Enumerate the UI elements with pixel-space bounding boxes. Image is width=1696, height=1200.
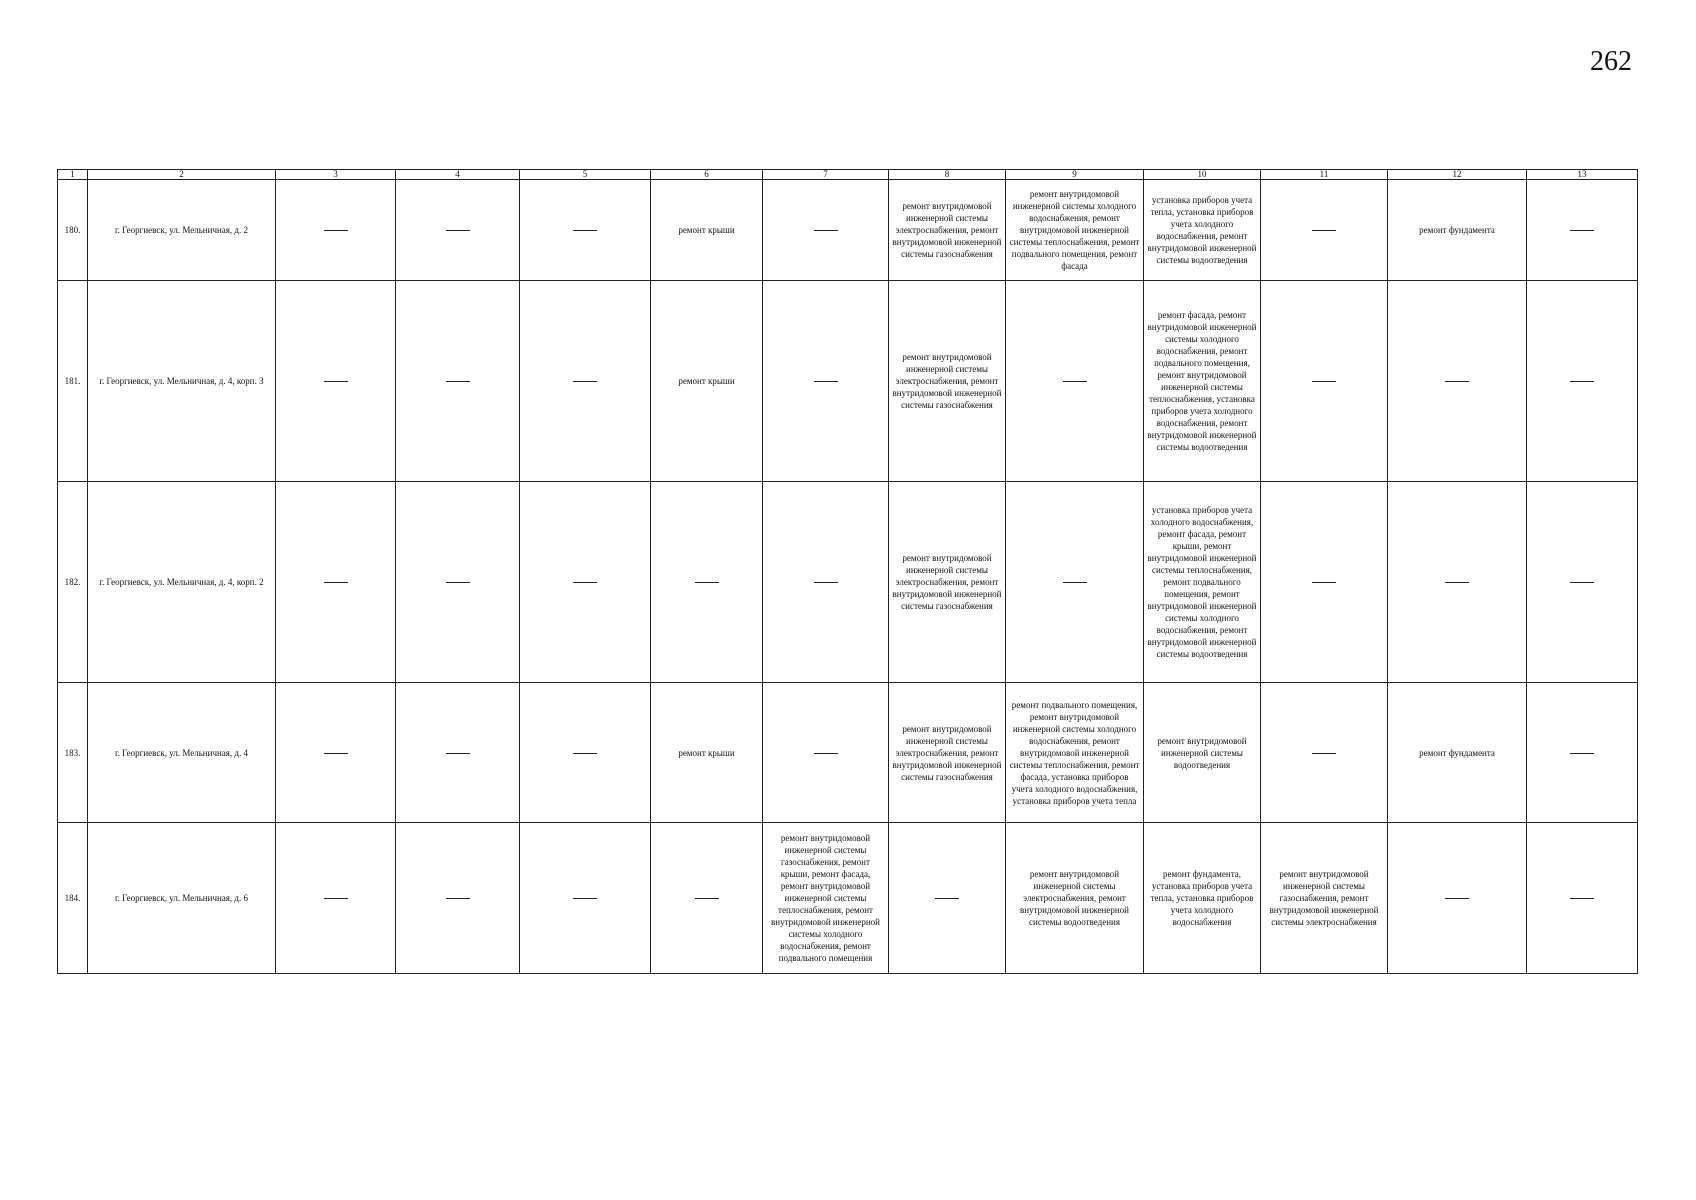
- empty-dash: [1445, 381, 1469, 382]
- table-row: [58, 482, 1638, 683]
- table-cell: ремонт фундамента: [1388, 683, 1527, 823]
- empty-dash: [1570, 898, 1594, 899]
- empty-dash: [1445, 582, 1469, 583]
- empty-dash: [324, 582, 348, 583]
- table-cell: ремонт внутридомовой инженерной системы электроснабжения, ремонт внутридомовой инженерной системы водоотведения: [1006, 823, 1144, 974]
- column-header: 5: [520, 170, 651, 180]
- table-cell: [651, 823, 763, 974]
- row-address: г. Георгиевск, ул. Мельничная, д. 2: [88, 180, 276, 281]
- empty-dash: [1063, 582, 1087, 583]
- empty-dash: [1570, 753, 1594, 754]
- table-cell: [1527, 281, 1638, 482]
- header-row: [58, 170, 1638, 180]
- column-header: 1: [58, 170, 88, 180]
- table-row: [58, 683, 1638, 823]
- table-cell: [1006, 281, 1144, 482]
- table-cell: установка приборов учета холодного водоснабжения, ремонт фасада, ремонт крыши, ремонт внутридомовой инженерной системы теплоснабжения, ремонт подвального помещения, ремонт внутридомовой инженерной системы холодного водоснабжения, ремонт внутридомовой инженерной системы водоотведения: [1144, 482, 1261, 683]
- empty-dash: [695, 898, 719, 899]
- table-cell: [396, 180, 520, 281]
- empty-dash: [324, 381, 348, 382]
- column-header: 12: [1388, 170, 1527, 180]
- row-number: 184.: [58, 823, 88, 974]
- row-address: г. Георгиевск, ул. Мельничная, д. 4, корп. 2: [88, 482, 276, 683]
- row-number: 182.: [58, 482, 88, 683]
- table-cell: ремонт крыши: [651, 281, 763, 482]
- empty-dash: [1312, 381, 1336, 382]
- row-number: 183.: [58, 683, 88, 823]
- table-cell: [276, 281, 396, 482]
- table-cell: [1006, 482, 1144, 683]
- table-cell: [520, 281, 651, 482]
- table-cell: ремонт подвального помещения, ремонт внутридомовой инженерной системы холодного водоснабжения, ремонт внутридомовой инженерной системы теплоснабжения, ремонт фасада, установка приборов учета холодного водоснабжения, установка приборов учета тепла: [1006, 683, 1144, 823]
- table-cell: [889, 823, 1006, 974]
- table-cell: [520, 683, 651, 823]
- empty-dash: [814, 381, 838, 382]
- table-cell: ремонт внутридомовой инженерной системы газоснабжения, ремонт крыши, ремонт фасада, ремонт внутридомовой инженерной системы теплоснабжения, ремонт внутридомовой инженерной системы холодного водоснабжения, ремонт подвального помещения: [763, 823, 889, 974]
- row-address: г. Георгиевск, ул. Мельничная, д. 4, корп. 3: [88, 281, 276, 482]
- column-header: 3: [276, 170, 396, 180]
- table-cell: [520, 482, 651, 683]
- empty-dash: [1312, 582, 1336, 583]
- empty-dash: [324, 753, 348, 754]
- column-header: 4: [396, 170, 520, 180]
- empty-dash: [1570, 582, 1594, 583]
- empty-dash: [1312, 753, 1336, 754]
- empty-dash: [814, 582, 838, 583]
- empty-dash: [573, 582, 597, 583]
- empty-dash: [695, 582, 719, 583]
- column-header: 8: [889, 170, 1006, 180]
- table-cell: [763, 281, 889, 482]
- table-cell: [276, 180, 396, 281]
- table-cell: ремонт внутридомовой инженерной системы электроснабжения, ремонт внутридомовой инженерной системы газоснабжения: [889, 683, 1006, 823]
- table-cell: ремонт внутридомовой инженерной системы газоснабжения, ремонт внутридомовой инженерной системы электроснабжения: [1261, 823, 1388, 974]
- repair-schedule-table: [57, 169, 1638, 974]
- table-cell: ремонт фундамента: [1388, 180, 1527, 281]
- empty-dash: [573, 898, 597, 899]
- table-cell: ремонт внутридомовой инженерной системы электроснабжения, ремонт внутридомовой инженерной системы газоснабжения: [889, 281, 1006, 482]
- table-cell: [520, 180, 651, 281]
- table-cell: [1261, 482, 1388, 683]
- table-cell: [1261, 180, 1388, 281]
- table-cell: [1527, 482, 1638, 683]
- empty-dash: [1063, 381, 1087, 382]
- table-cell: [396, 281, 520, 482]
- empty-dash: [324, 898, 348, 899]
- table-cell: [763, 180, 889, 281]
- table-row: [58, 281, 1638, 482]
- table-cell: [651, 482, 763, 683]
- table-row: [58, 823, 1638, 974]
- column-header: 9: [1006, 170, 1144, 180]
- table-cell: [520, 823, 651, 974]
- column-header: 7: [763, 170, 889, 180]
- table-cell: ремонт крыши: [651, 180, 763, 281]
- row-number: 180.: [58, 180, 88, 281]
- table-cell: установка приборов учета тепла, установка приборов учета холодного водоснабжения, ремонт внутридомовой инженерной системы водоотведения: [1144, 180, 1261, 281]
- row-number: 181.: [58, 281, 88, 482]
- empty-dash: [573, 753, 597, 754]
- empty-dash: [446, 230, 470, 231]
- table-cell: [276, 683, 396, 823]
- column-header: 11: [1261, 170, 1388, 180]
- table-cell: [763, 683, 889, 823]
- table-cell: [1527, 823, 1638, 974]
- empty-dash: [1312, 230, 1336, 231]
- empty-dash: [324, 230, 348, 231]
- column-header: 13: [1527, 170, 1638, 180]
- table-cell: [276, 823, 396, 974]
- table-cell: [763, 482, 889, 683]
- empty-dash: [446, 381, 470, 382]
- row-address: г. Георгиевск, ул. Мельничная, д. 4: [88, 683, 276, 823]
- empty-dash: [814, 230, 838, 231]
- table-cell: [396, 823, 520, 974]
- table-cell: ремонт внутридомовой инженерной системы холодного водоснабжения, ремонт внутридомовой инженерной системы теплоснабжения, ремонт подвального помещения, ремонт фасада: [1006, 180, 1144, 281]
- table-cell: ремонт внутридомовой инженерной системы водоотведения: [1144, 683, 1261, 823]
- empty-dash: [573, 230, 597, 231]
- table-cell: [1261, 281, 1388, 482]
- table-cell: [276, 482, 396, 683]
- empty-dash: [573, 381, 597, 382]
- empty-dash: [1445, 898, 1469, 899]
- empty-dash: [446, 898, 470, 899]
- empty-dash: [446, 753, 470, 754]
- table-cell: ремонт крыши: [651, 683, 763, 823]
- table-cell: [1388, 482, 1527, 683]
- column-header: 2: [88, 170, 276, 180]
- table-row: [58, 180, 1638, 281]
- table-cell: ремонт внутридомовой инженерной системы электроснабжения, ремонт внутридомовой инженерной системы газоснабжения: [889, 180, 1006, 281]
- empty-dash: [1570, 230, 1594, 231]
- table-cell: [1388, 281, 1527, 482]
- empty-dash: [1570, 381, 1594, 382]
- column-header: 10: [1144, 170, 1261, 180]
- table-cell: ремонт внутридомовой инженерной системы электроснабжения, ремонт внутридомовой инженерной системы газоснабжения: [889, 482, 1006, 683]
- row-address: г. Георгиевск, ул. Мельничная, д. 6: [88, 823, 276, 974]
- empty-dash: [935, 898, 959, 899]
- table-cell: ремонт фундамента, установка приборов учета тепла, установка приборов учета холодного водоснабжения: [1144, 823, 1261, 974]
- page-number: 262: [1590, 46, 1632, 77]
- table-cell: [1527, 683, 1638, 823]
- table-cell: [1261, 683, 1388, 823]
- table-cell: [1527, 180, 1638, 281]
- column-header: 6: [651, 170, 763, 180]
- empty-dash: [446, 582, 470, 583]
- table-cell: [396, 482, 520, 683]
- table-cell: [396, 683, 520, 823]
- empty-dash: [814, 753, 838, 754]
- table-cell: [1388, 823, 1527, 974]
- table-cell: ремонт фасада, ремонт внутридомовой инженерной системы холодного водоснабжения, ремонт подвального помещения, ремонт внутридомовой инженерной системы теплоснабжения, установка приборов учета холодного водоснабжения, ремонт внутридомовой инженерной системы водоотведения: [1144, 281, 1261, 482]
